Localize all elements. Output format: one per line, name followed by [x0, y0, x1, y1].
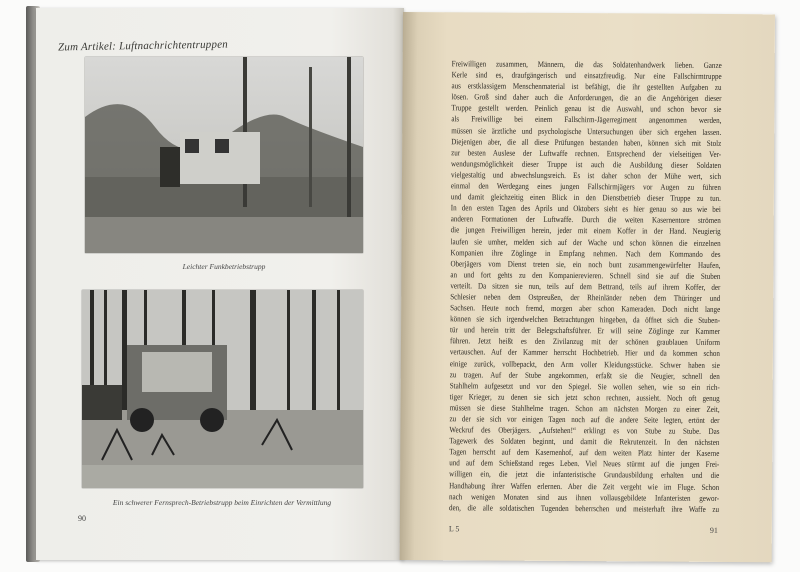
text-line: an und fort gehts zu den Kompanierevieren. Schnell sind sie auf die Stuben	[450, 270, 721, 281]
text-line: Tagewerk des Soldaten beginnt, und damit die Rekrutenzeit. In den nächsten	[449, 436, 720, 448]
right-page	[400, 12, 775, 562]
text-line: die jungen Freiwilligen herein, jeder mit einem Koffer in der Hand. Neugierig	[450, 225, 721, 237]
article-text	[449, 58, 722, 514]
text-line: als Freiwillige bei einem Fallschirm-Jägerregiment angenommen werden,	[451, 114, 722, 126]
text-line: Weckruf des Oberjägers. „Aufstehen!“ erklingt es von Stube zu Stube. Das	[449, 425, 720, 437]
text-line: nach wenigen Monaten sind aus ihnen vollausgebildete Infanteristen gewor-	[449, 491, 720, 503]
page-header: Zum Artikel: Luftnachrichtentruppen	[57, 38, 229, 54]
right-page-number: 91	[709, 525, 718, 535]
text-line: Oberjägers vom Dienst treten sie, ein noch bunt zusammengewürfelter Haufen,	[450, 258, 721, 270]
text-line: zu tragen. Auf der Stube angekommen, erfaßt sie die Neugier, schnell den	[449, 369, 720, 381]
text-line: Kerle sind es, draufgängerisch und einsatzfreudig. Nur eine Fallschirmtruppe	[451, 70, 722, 82]
text-line: Truppe gestellt werden. Peinlich genau ist die Auswahl, und schon bevor sie	[451, 103, 722, 115]
photo-light-radio-troop	[85, 57, 363, 253]
text-line: In den ersten Tagen des Aprils und Oktobers sieht es hier genau so aus wie bei	[450, 203, 721, 215]
text-line: und damit gleichzeitig einen Blick in den Dienstbetrieb dieser Truppe zu tun.	[450, 192, 721, 204]
text-line: Handhabung ihrer Waffen erlernen. Aber die Zeit vergeht wie im Fluge. Schon	[449, 480, 720, 492]
text-line: führen. Jetzt heißt es den Zivilanzug mit der schönen graublauen Uniform	[449, 336, 721, 348]
text-line: Diejenigen aber, die all diese Prüfungen bestanden haben, können sich mit Stolz	[451, 136, 722, 148]
text-line: Stahlhelm aufgesetzt und vor den Spiegel. Sie wollen sehen, wie so ein rich-	[449, 381, 720, 392]
text-line: den, die alle soldatischen Tugenden beherrschen und meisterhaft ihre Waffe zu	[448, 503, 720, 514]
text-line: tür und herein tritt der Belegschaftsführer. Er will seine Zöglinge zur Kammer	[450, 325, 721, 337]
text-line: verteilt. Da sitzen sie nun, teils auf dem Bettrand, teils auf ihrem Koffer, der	[450, 281, 721, 292]
text-line: zu der sie sich vor einigen Tagen noch auf die andere Seite legten, ertönt der	[449, 414, 720, 425]
text-line: anderen Formationen der Luftwaffe. Durch die weiten Kasernentore strömen	[450, 214, 721, 226]
text-line: laufen sie umher, melden sich auf der Wache und schon können die einzelnen	[450, 236, 721, 248]
text-line: einige zurück, vollbepackt, den Arm voller Kleidungsstücke. Schwer haben sie	[449, 358, 720, 370]
text-line: können sie sich irgendwelchen Betrachtungen hingeben, da öffnet sich die Stuben-	[450, 314, 721, 326]
text-line: und auf dem Schießstand reges Leben. Viel Neues stürmt auf die jungen Frei-	[449, 458, 720, 470]
text-line: lösen. Groß sind daher auch die Anforderungen, die an die Angehörigen dieser	[451, 92, 722, 104]
photo-bottom-caption: Ein schwerer Fernsprech-Betriebstrupp beim Einrichten der Vermittlung	[112, 498, 332, 507]
text-line: tiger Krieger, zu denen sie sich jetzt schon rechnen, aussieht. Noch oft genug	[449, 392, 720, 403]
text-line: Tagen herrscht auf dem Kasernenhof, auf dem weiten Platz hinter der Kaserne	[449, 447, 720, 459]
photo-top-caption: Leichter Funkbetriebstrupp	[182, 262, 266, 271]
text-line: zur besten Auslese der Luftwaffe rechnen. Entsprechend der vielseitigen Ver-	[451, 148, 722, 159]
text-line: müssen sie diese Stahlhelme tragen. Schon am nächsten Morgen zu einer Zeit,	[449, 403, 720, 414]
photo-heavy-telephone-troop	[82, 290, 363, 488]
text-line: aus erstklassigem Menschenmaterial ist befähigt, die ihr gestellten Aufgaben zu	[451, 81, 722, 93]
text-line: vertauschen. Auf der Kammer herrscht Hochbetrieb. Hier und da kommen schon	[449, 347, 720, 359]
text-line: einmal den Werdegang eines jungen Fallschirmjägers vor Augen zu führen	[450, 181, 722, 192]
text-line: Freiwilligen zusammen, Männern, die das Soldatenhandwerk lieben. Ganze	[451, 59, 722, 70]
text-line: Kompanien ihre Zöglinge in Empfang nehmen. Nach dem Kommando des	[450, 247, 721, 259]
text-line: willigen ein, die jetzt die infanteristische Grundausbildung erhalten und die	[449, 469, 720, 481]
text-line: Schlesier neben dem Ostpreußen, der Rheinländer neben dem Thüringer und	[450, 292, 721, 303]
text-line: Sachsen. Heute noch fremd, morgen aber schon Kameraden. Doch nicht lange	[450, 303, 721, 315]
text-line: vielgestaltig und abwechslungsreich. Es ist daher schon der Mühe wert, sich	[450, 170, 722, 181]
text-line: müssen sie ärztliche und psychologische Untersuchungen über sich ergehen lassen.	[451, 125, 722, 137]
text-line: wendungsmöglichkeit dieser Truppe ist auch die Ausbildung dieser Soldaten	[451, 159, 722, 170]
left-page-number: 90	[78, 514, 86, 523]
signature-mark: L 5	[448, 524, 460, 534]
